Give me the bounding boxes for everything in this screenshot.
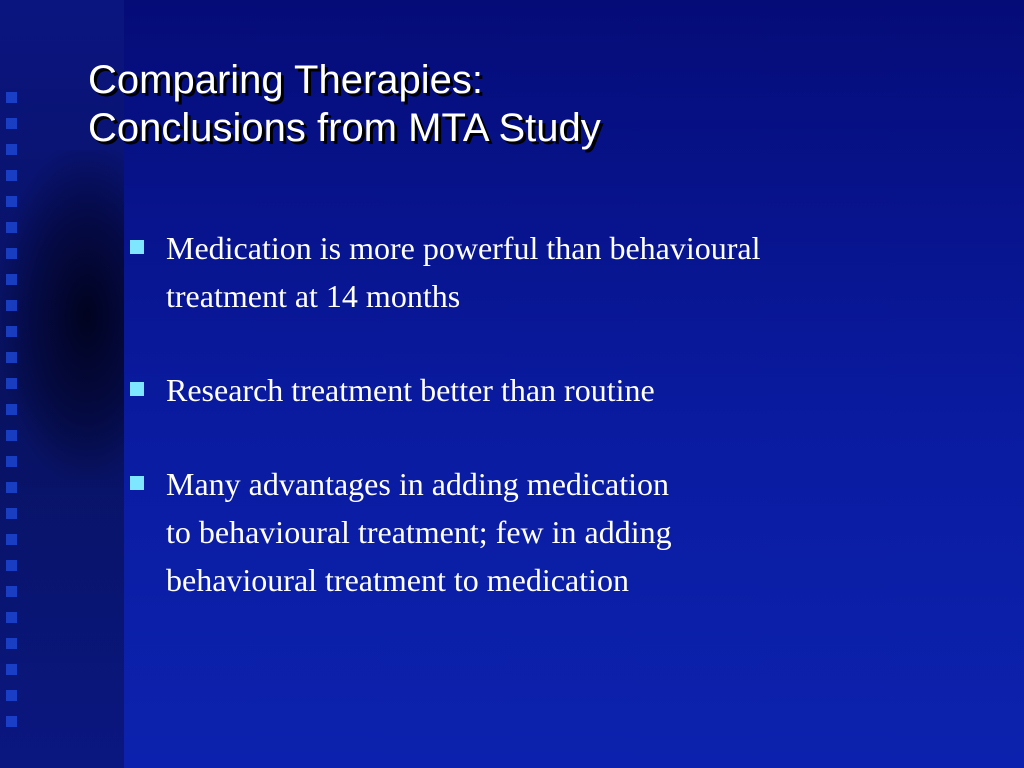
bullet-item — [130, 460, 990, 604]
tile-icon — [6, 482, 17, 493]
tile-icon — [6, 118, 17, 129]
tile-icon — [6, 170, 17, 181]
bullet-text — [166, 224, 990, 320]
bullet-text-line: Many advantages in adding medication — [166, 466, 669, 502]
bullet-item — [130, 366, 990, 414]
bullet-text-line: Medication is more powerful than behavioural — [166, 230, 761, 266]
tile-icon — [6, 92, 17, 103]
tile-icon — [6, 274, 17, 285]
tile-icon — [6, 144, 17, 155]
tile-icon — [6, 586, 17, 597]
bullet-text-line: behavioural treatment to medication — [166, 562, 629, 598]
bullet-list — [130, 224, 990, 650]
tile-icon — [6, 248, 17, 259]
tile-icon — [6, 612, 17, 623]
tile-icon — [6, 534, 17, 545]
square-bullet-icon — [130, 382, 144, 396]
decorative-tiles — [6, 92, 28, 742]
bullet-text — [166, 460, 990, 604]
tile-icon — [6, 196, 17, 207]
tile-icon — [6, 222, 17, 233]
tile-icon — [6, 716, 17, 727]
square-bullet-icon — [130, 476, 144, 490]
tile-icon — [6, 638, 17, 649]
tile-icon — [6, 430, 17, 441]
tile-icon — [6, 690, 17, 701]
tile-icon — [6, 508, 17, 519]
slide-title — [88, 56, 988, 152]
tile-icon — [6, 352, 17, 363]
tile-icon — [6, 560, 17, 571]
bullet-text — [166, 366, 990, 414]
bullet-text-line: to behavioural treatment; few in adding — [166, 514, 672, 550]
tile-icon — [6, 664, 17, 675]
tile-icon — [6, 404, 17, 415]
tile-icon — [6, 326, 17, 337]
slide-title-line-1: Comparing Therapies: — [88, 58, 484, 102]
slide-title-line-2: Conclusions from MTA Study — [88, 106, 601, 150]
bullet-text-line: treatment at 14 months — [166, 278, 461, 314]
tile-icon — [6, 378, 17, 389]
tile-icon — [6, 456, 17, 467]
bullet-text-line: Research treatment better than routine — [166, 372, 655, 408]
tile-icon — [6, 300, 17, 311]
square-bullet-icon — [130, 240, 144, 254]
bullet-item — [130, 224, 990, 320]
